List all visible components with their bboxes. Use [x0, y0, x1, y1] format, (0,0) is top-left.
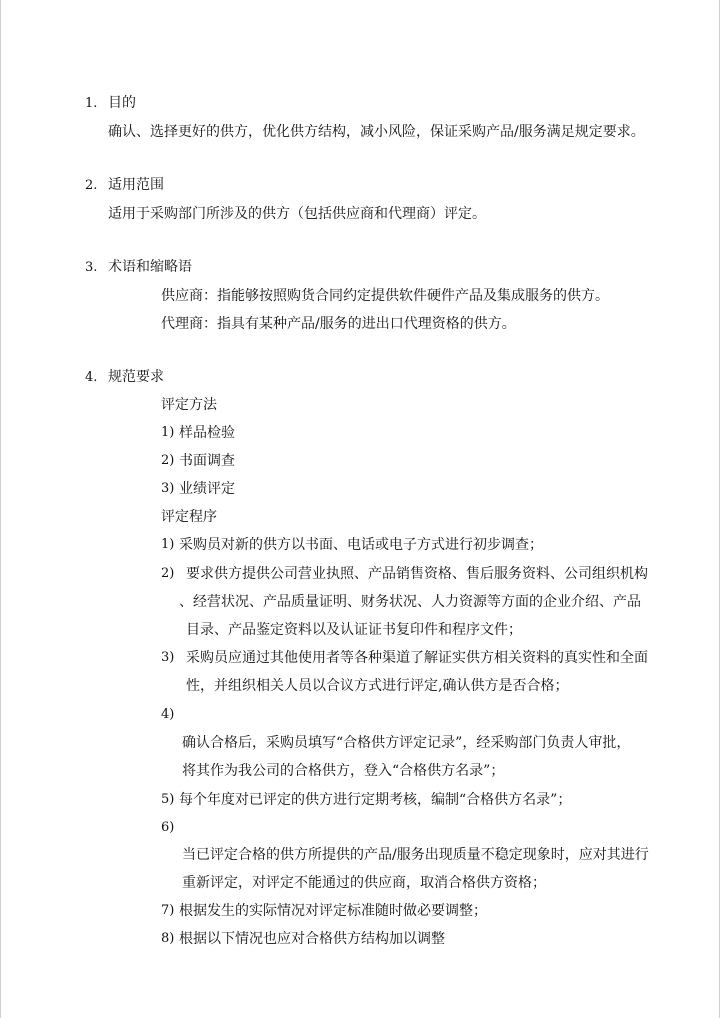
procedure-item-number: 4): [161, 707, 175, 722]
procedure-title: 评定程序: [161, 509, 217, 525]
method-item-number: 1): [161, 425, 175, 440]
section-2-title: 适用范围: [108, 177, 164, 193]
procedure-item-line: 采购员对新的供方以书面、电话或电子方式进行初步调查；: [179, 537, 543, 553]
procedure-item-number: 1): [161, 537, 175, 552]
section-2-number: 2.: [85, 178, 98, 193]
procedure-item-line: 采购员应通过其他使用者等各种渠道了解证实供方相关资料的真实性和全面: [186, 650, 648, 666]
section-3-title: 术语和缩略语: [108, 259, 192, 275]
method-item-text: 样品检验: [179, 425, 235, 441]
procedure-item-line: 根据发生的实际情况对评定标准随时做必要调整；: [179, 903, 487, 919]
procedure-item-line: 、经营状况、产品质量证明、财务状况、人力资源等方面的企业介绍、产品: [179, 594, 641, 610]
procedure-item-line: 确认合格后，采购员填写“合格供方评定记录”，经采购部门负责人审批，: [182, 735, 631, 751]
section-4-number: 4.: [85, 370, 98, 385]
procedure-item-number: 2): [161, 566, 175, 581]
procedure-item-line: 每个年度对已评定的供方进行定期考核，编制“合格供方名录”；: [179, 792, 572, 808]
procedure-item-line: 性，并组织相关人员以合议方式进行评定,确认供方是否合格；: [186, 678, 569, 694]
section-4-title: 规范要求: [108, 369, 164, 385]
procedure-item-number: 7): [161, 903, 175, 918]
section-1-number: 1.: [85, 96, 98, 111]
section-1-body: 确认、选择更好的供方，优化供方结构，减小风险，保证采购产品/服务满足规定要求。: [108, 124, 645, 140]
section-3-number: 3.: [85, 260, 98, 275]
procedure-item-line: 重新评定，对评定不能通过的供应商，取消合格供方资格；: [182, 875, 546, 891]
section-2-body: 适用于采购部门所涉及的供方（包括供应商和代理商）评定。: [108, 206, 486, 222]
procedure-item-line: 目录、产品鉴定资料以及认证证书复印件和程序文件；: [186, 622, 522, 638]
method-item-text: 业绩评定: [179, 481, 235, 497]
procedure-item-number: 6): [161, 820, 175, 835]
procedure-item-number: 3): [161, 650, 175, 665]
procedure-item-line: 根据以下情况也应对合格供方结构加以调整: [179, 931, 445, 947]
method-title: 评定方法: [161, 397, 217, 413]
procedure-item-line: 要求供方提供公司营业执照、产品销售资格、售后服务资料、公司组织机构: [186, 566, 648, 582]
method-item-number: 2): [161, 453, 175, 468]
section-1-title: 目的: [108, 95, 136, 111]
term-supplier: 供应商：指能够按照购货合同约定提供软件硬件产品及集成服务的供方。: [161, 288, 609, 304]
method-item-text: 书面调查: [179, 453, 235, 469]
procedure-item-number: 5): [161, 792, 175, 807]
procedure-item-line: 将其作为我公司的合格供方，登入“合格供方名录”；: [182, 763, 505, 779]
procedure-item-line: 当已评定合格的供方所提供的产品/服务出现质量不稳定现象时，应对其进行: [182, 847, 649, 863]
term-agent: 代理商：指具有某种产品/服务的进出口代理资格的供方。: [161, 316, 516, 332]
method-item-number: 3): [161, 481, 175, 496]
procedure-item-number: 8): [161, 931, 175, 946]
